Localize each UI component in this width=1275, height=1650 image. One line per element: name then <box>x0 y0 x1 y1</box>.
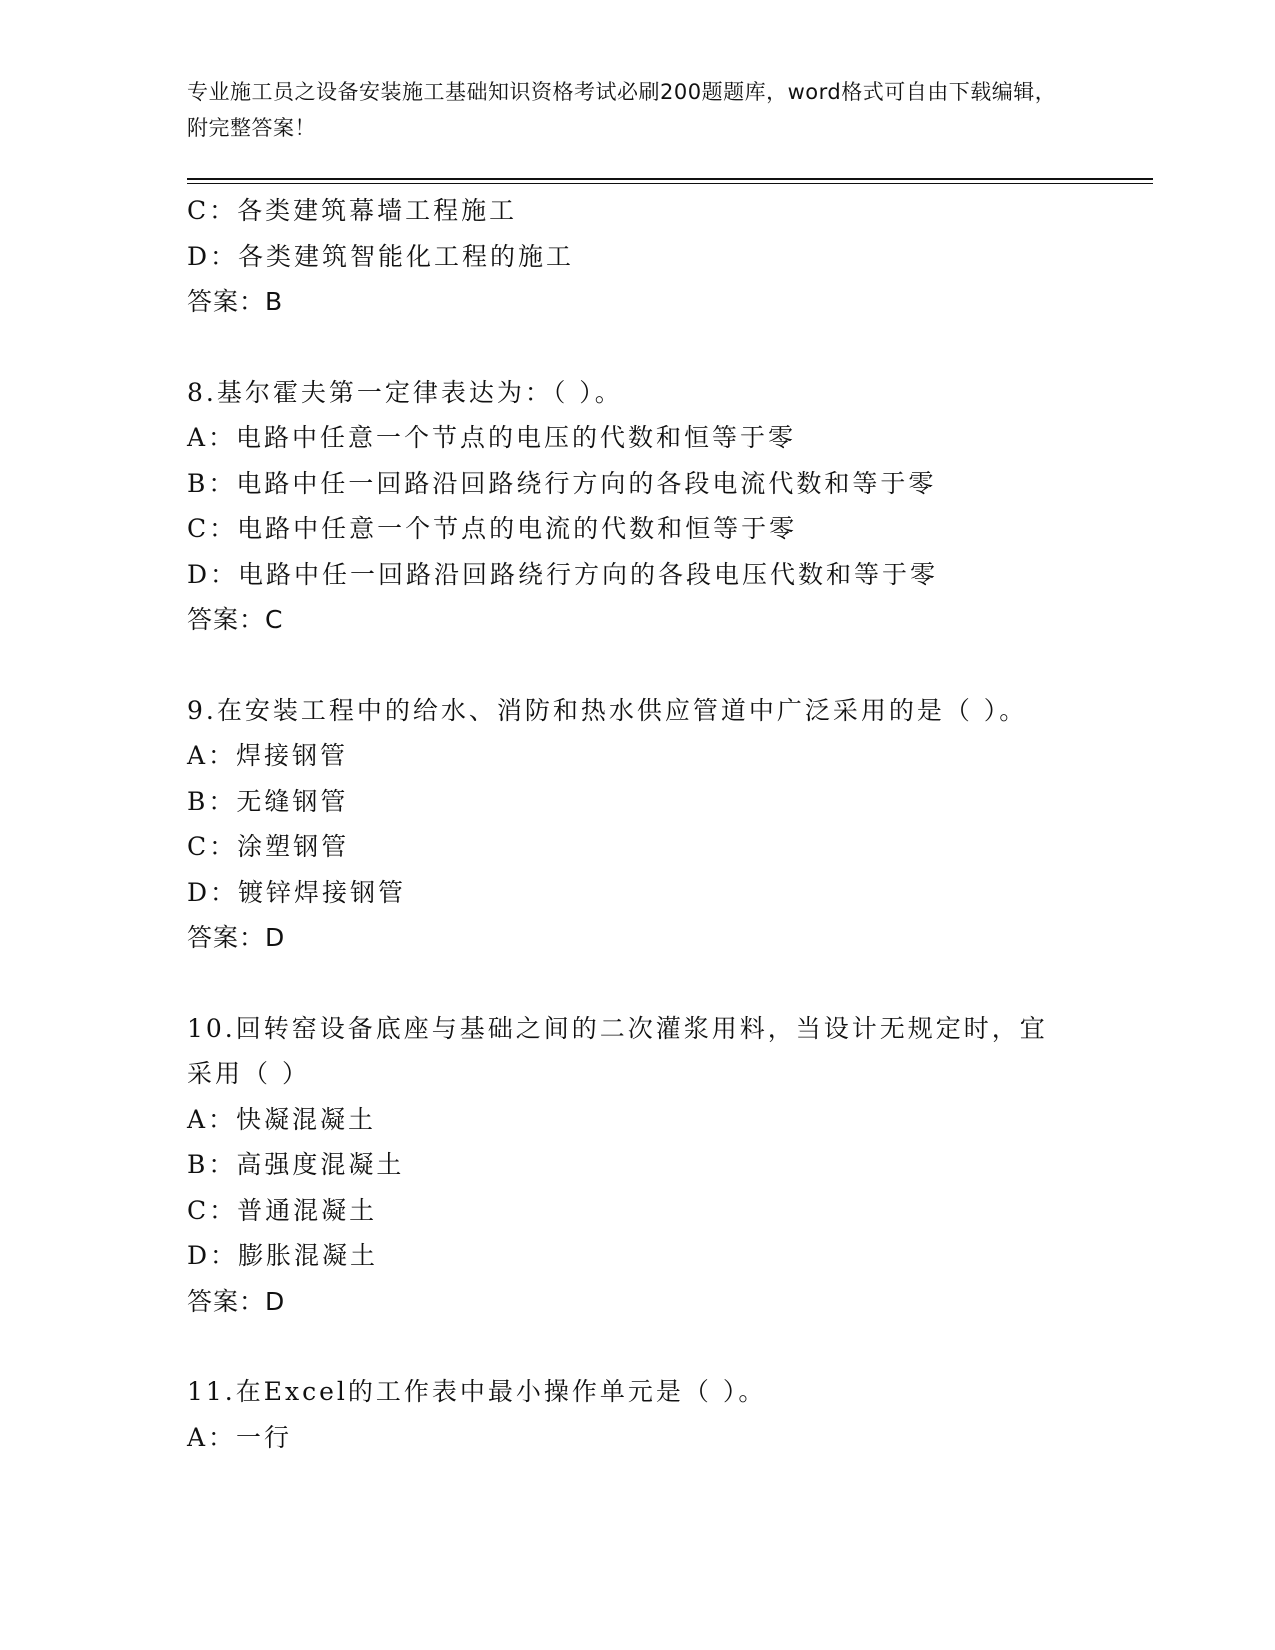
option-c: C：电路中任意一个节点的电流的代数和恒等于零 <box>187 514 798 543</box>
option-d: D：膨胀混凝土 <box>187 1241 379 1270</box>
option-d: D：各类建筑智能化工程的施工 <box>187 241 575 271</box>
question-list <box>187 188 1107 1460</box>
question-11 <box>187 1369 1107 1460</box>
question-text: 9.在安装工程中的给水、消防和热水供应管道中广泛采用的是（ ）。 <box>187 695 1028 725</box>
option-a: A：电路中任意一个节点的电压的代数和恒等于零 <box>187 423 797 452</box>
option-a: A：快凝混凝土 <box>187 1104 377 1134</box>
option-d: D：电路中任一回路沿回路绕行方向的各段电压代数和等于零 <box>187 559 939 589</box>
question-8 <box>187 370 1107 643</box>
option-b: B：高强度混凝土 <box>187 1150 405 1179</box>
option-c: C：普通混凝土 <box>187 1195 378 1225</box>
page-header: 专业施工员之设备安装施工基础知识资格考试必刷200题题库，word格式可自由下载编辑，附完整答案！ <box>187 80 1057 140</box>
answer: 答案：B <box>187 287 284 316</box>
option-b: B：电路中任一回路沿回路绕行方向的各段电流代数和等于零 <box>187 468 937 498</box>
option-c: C：各类建筑幕墙工程施工 <box>187 196 518 225</box>
question-text: 8.基尔霍夫第一定律表达为：（ ）。 <box>187 377 623 407</box>
option-d: D：镀锌焊接钢管 <box>187 877 407 907</box>
option-b: B：无缝钢管 <box>187 786 349 816</box>
question-text: 11.在Excel的工作表中最小操作单元是（ ）。 <box>187 1377 767 1406</box>
option-a: A：一行 <box>187 1422 293 1452</box>
option-c: C：涂塑钢管 <box>187 832 350 861</box>
question-text: 10.回转窑设备底座与基础之间的二次灌浆用料，当设计无规定时，宜采用（ ） <box>187 1013 1048 1088</box>
answer: 答案：D <box>187 923 286 952</box>
answer: 答案：C <box>187 605 284 634</box>
question-10 <box>187 1006 1107 1325</box>
header-divider <box>187 178 1153 184</box>
answer: 答案：D <box>187 1286 286 1316</box>
option-a: A：焊接钢管 <box>187 741 349 770</box>
question-9 <box>187 688 1107 961</box>
